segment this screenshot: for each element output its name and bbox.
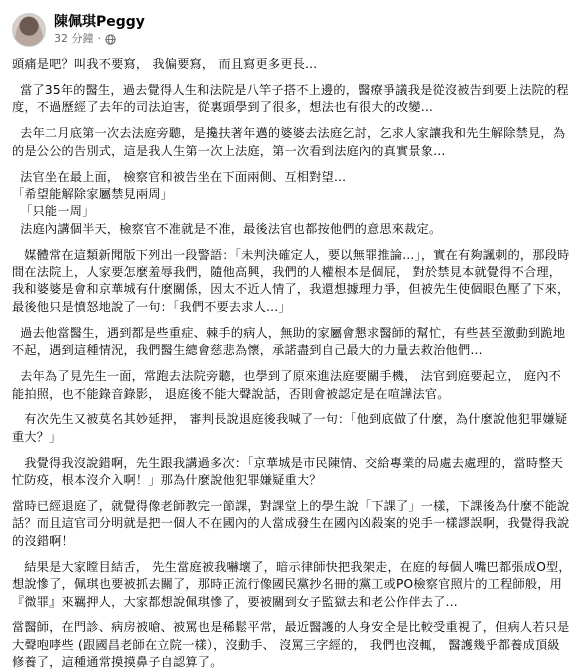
post-paragraph: 當時已經退庭了，就覺得像老師教完一節課，對課堂上的學生說「下課了」一樣，下課後為什麼不能說話？而且這官司分明就是把一個人不在國內的人當成發生在國內凶殺案的兇手一樣謬誤啊，我覺得我說的沒錯啊！ <box>12 499 570 548</box>
post-paragraph: 結果是大家瞠目結舌， 先生當庭被我嚇壞了，暗示律師快把我架走，在庭的每個人嘴巴都張成O型，想說慘了，佩琪也要被抓去關了，那時正流行像國民黨抄名冊的黨工或PO檢察官照片的工程師般，用『微罪』來羈押人，大家都想說佩琪慘了，要被關到女子監獄去和老公作伴去了… <box>12 559 571 609</box>
separator-dot: · <box>97 32 101 45</box>
author-name[interactable]: 陳佩琪Peggy <box>54 14 145 30</box>
post-paragraph: 法官坐在最上面， 檢察官和被告坐在下面兩側、互相對望… 「希望能解除家屬禁見兩周」 「只能一周」 法庭內講個半天，檢察官不准就是不准，最後法官也都按他們的意思來裁定。 <box>12 169 442 236</box>
post-subline <box>54 31 145 47</box>
post-paragraph: 媒體常在這類新聞版下列出一段警語：「未判決確定人，要以無罪推論…」，實在有夠諷刺的，那段時間在法院上，人家要怎麼羞辱我們，隨他高興，我們的人權根本是個屁， 對於禁見本就覺得不合理，我和婆婆是會和京華城有什麼關係，因太不近人情了，我還想據理力爭，但被先生使個眼色壓了下來，最後他只是憤怒地說了一句：「我們不要去求人…」 <box>12 247 570 314</box>
post-paragraph: 去年為了見先生一面，常跑去法院旁聽，也學到了原來進法庭要關手機， 法官到庭要起立， 庭內不能拍照，也不能錄音錄影， 退庭後不能大聲說話，否則會被認定是在喧譁法官。 <box>12 369 561 401</box>
post-body <box>12 56 572 672</box>
post-meta <box>54 13 145 47</box>
globe-icon[interactable] <box>105 34 116 45</box>
post-paragraph: 我覺得我沒說錯啊，先生跟我講過多次：「京華城是市民陳情、交給專業的局處去處理的，當時整天忙防疫，根本沒介入啊！」那為什麼說他犯罪嫌疑重大？ <box>12 455 564 488</box>
post-header <box>12 10 572 50</box>
post-paragraph: 當了35年的醫生，過去覺得人生和法院是八竿子搭不上邊的，醫療爭議我是從沒被告到要上法院的程度，不過歷經了去年的司法迫害，從裏頭學到了很多，想法也有很大的改變… <box>12 82 569 115</box>
author-avatar[interactable] <box>12 13 46 47</box>
post-paragraph: 去年二月底第一次去法庭旁聽，是攙扶著年邁的婆婆去法庭乞討，乞求人家讓我和先生解除禁見，為的是公公的告別式，這是我人生第一次上法庭，第一次看到法庭內的真實景象… <box>12 126 566 158</box>
post-paragraph: 過去他當醫生，遇到都是些重症、棘手的病人，無助的家屬會懇求醫師的幫忙，有些甚至激動到跪地不起，遇到這種情況，我們醫生總會慈悲為懷，承諾盡到自己最大的力量去救治他們… <box>12 325 566 358</box>
post-paragraph: 頭痛是吧？叫我不要寫， 我偏要寫， 而且寫更多更長… <box>12 57 318 71</box>
post-paragraph: 有次先生又被莫名其妙延押， 審判長說退庭後我喊了一句：「他到底做了什麼，為什麼說他犯罪嫌疑重大？」 <box>12 412 568 444</box>
post-paragraph: 當醫師，在門診、病房被嗆、被罵也是稀鬆平常，最近醫護的人身安全是比較受重視了，但病人若只是大聲咆哮些 (跟國昌老師在立院一樣），沒動手、 沒罵三字經的， 我們也沒輒， 醫護幾乎都養成頂級修養了，這種通常摸摸鼻子自認算了。 <box>12 620 570 670</box>
post-timestamp[interactable]: 32 分鐘 <box>54 32 94 45</box>
